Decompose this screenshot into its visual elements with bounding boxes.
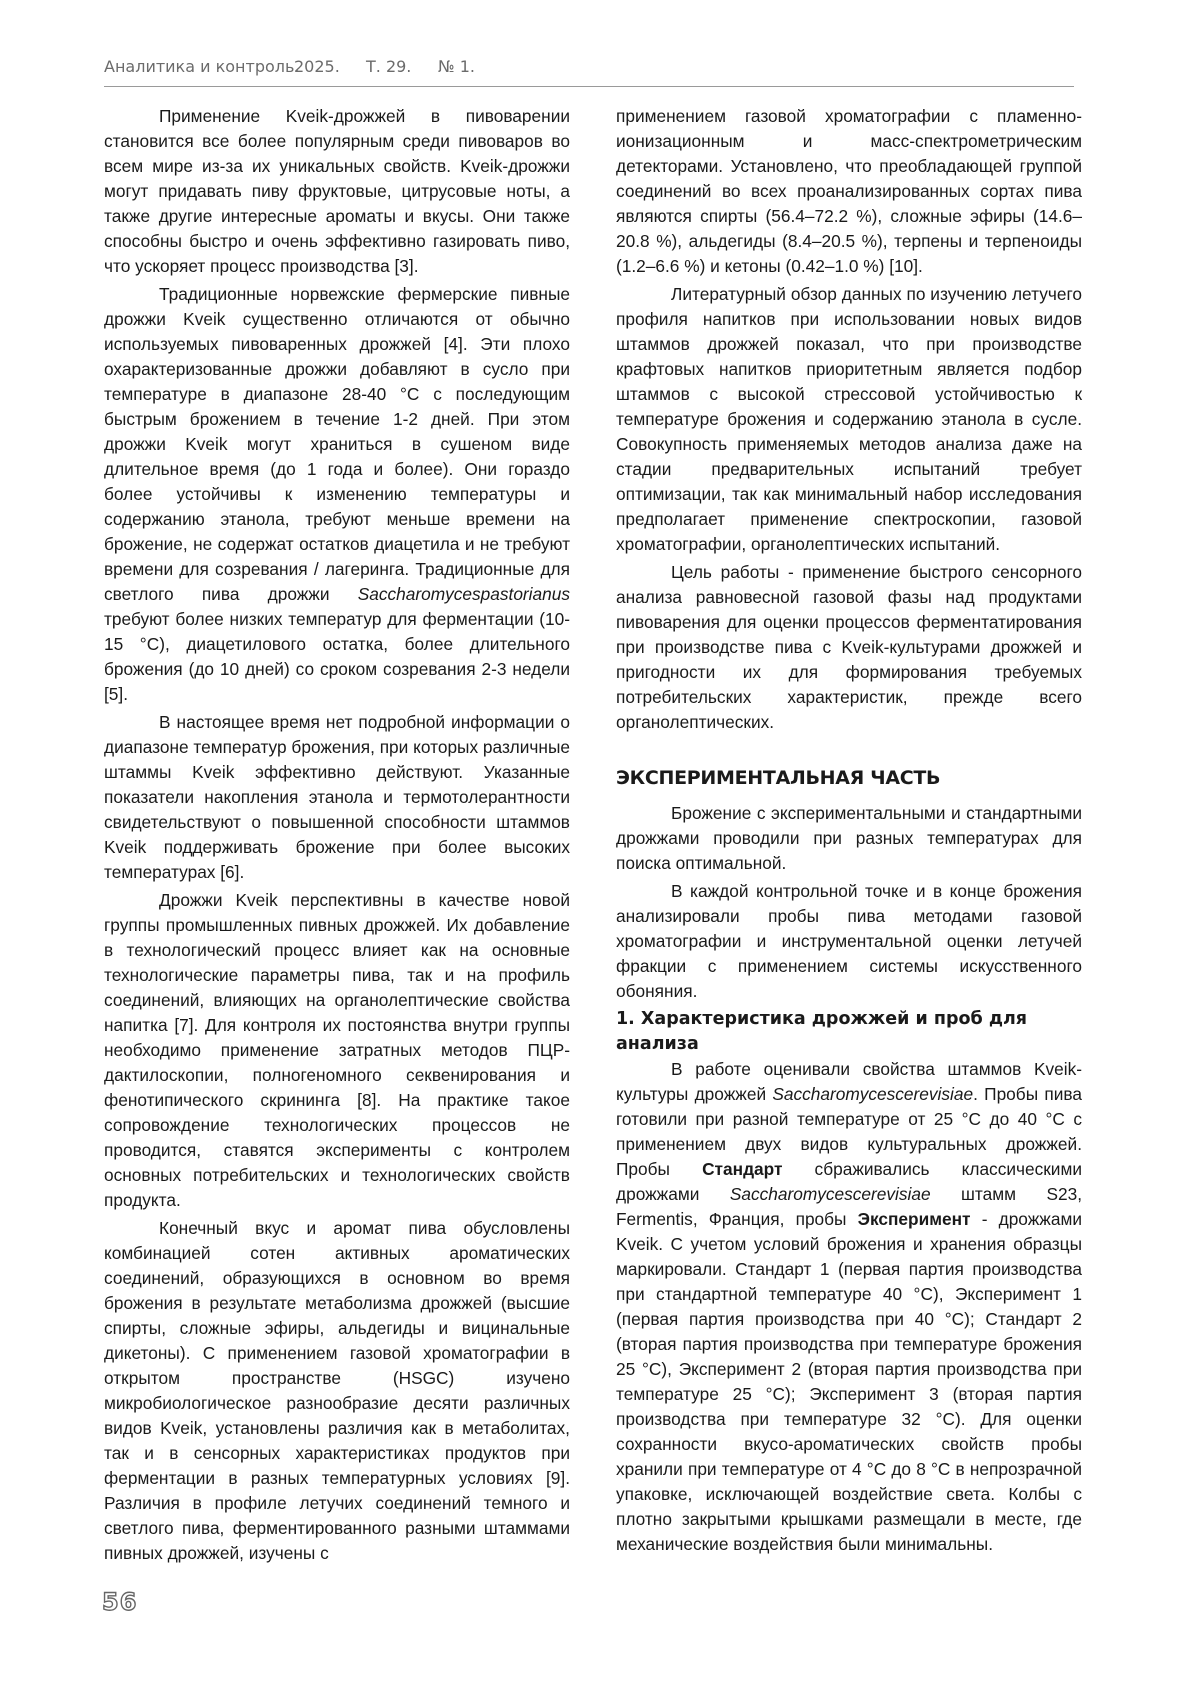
- paragraph: Цель работы - применение быстрого сенсорного анализа равновесной газовой фазы над продуктами пивоварения для оценки процессов ферментатирования при производстве пива с Kveik-культурами дрожжей и пригодности их для формирования требуемых потребительских характеристик, прежде всего органолептических.: [616, 562, 1082, 732]
- running-header: [104, 56, 1074, 87]
- text-run: - дрожжами Kveik. С учетом условий брожения и хранения образцы маркировали. Стандарт 1 (первая партия производства при стандартной температуре 40 °С), Эксперимент 1 (первая партия производства при 40 °С); Стандарт 2 (вторая партия производства при температуре брожения 25 °С), Эксперимент 2 (вторая партия производства при температуре 25 °С); Эксперимент 3 (вторая партия производства при температуре 32 °С). Для оценки сохранности вкусо-ароматических свойств пробы хранили при температуре от 4 °С до 8 °С в непрозрачной упаковке, исключающей воздействие света. Колбы с плотно закрытыми крышками размещали в месте, где механические воздействия были минимальны.: [616, 1209, 1082, 1554]
- paragraph: Брожение с экспериментальными и стандартными дрожжами проводили при разных температурах для поиска оптимальной.: [616, 803, 1082, 873]
- paragraph: В каждой контрольной точке и в конце брожения анализировали пробы пива методами газовой хроматографии и инструментальной оценки летучей фракции с применением системы искусственного обоняния.: [616, 881, 1082, 1001]
- paragraph: [616, 1057, 1082, 1557]
- text-run: В работе оценивали свойства штаммов Kveik-культуры дрожжей: [616, 1059, 1082, 1104]
- paragraph: В настоящее время нет подробной информации о диапазоне температур брожения, при которых различные штаммы Kveik эффективно действуют. Указанные показатели накопления этанола и термотолерантности свидетельствуют о повышенной способности штаммов Kveik поддерживать брожение при более высоких температурах [6].: [104, 712, 570, 882]
- paragraph: Дрожжи Kveik перспективны в качестве новой группы промышленных пивных дрожжей. Их добавление в технологический процесс влияет как на основные технологические параметры пива, так и на профиль соединений, влияющих на органолептические свойства напитка [7]. Для контроля их постоянства внутри группы необходимо применение затратных методов ПЦР-дактилоскопии, полногеномного секвенирования и фенотипического скрининга [8]. На практике такое сопровождение технологических процессов не проводится, ставятся эксперименты с контролем основных потребительских и технологических свойств продукта.: [104, 890, 570, 1210]
- journal-issue: № 1.: [438, 57, 475, 76]
- paragraph: Литературный обзор данных по изучению летучего профиля напитков при использовании новых видов штаммов дрожжей показал, что при производстве крафтовых напитков приоритетным является подбор штаммов с высокой стрессовой устойчивостью к температуре брожения и содержанию этанола в сусле. Совокупность применяемых методов анализа даже на стадии предварительных испытаний требует оптимизации, так как минимальный набор исследования предполагает применение спектроскопии, газовой хроматографии, органолептических испытаний.: [616, 284, 1082, 554]
- species-name: Saccharomycescerevisiae: [729, 1184, 931, 1204]
- text-run: штамм S23, Fermentis, Франция, пробы: [616, 1184, 1082, 1229]
- text-run: Традиционные норвежские фермерские пивные дрожжи Kveik существенно отличаются от обычно используемых пивоваренных дрожжей [4]. Эти плохо охарактеризованные дрожжи добавляют в сусло при температуре в диапазоне 28-40 °С с последующим быстрым брожением в течение 1-2 дней. При этом дрожжи Kveik могут храниться в сушеном виде длительное время (до 1 года и более). Они гораздо более устойчивы к изменению температуры и содержанию этанола, требуют меньше времени на брожение, не содержат остатков диацетила и не требуют времени для созревания / лагеринга. Традиционные для светлого пива дрожжи: [104, 284, 570, 604]
- text-run: требуют более низких температур для ферментации (10-15 °С), диацетилового остатка, более длительного брожения (до 10 дней) со сроком созревания 2-3 недели [5].: [104, 609, 570, 704]
- paragraph: Применение Kveik-дрожжей в пивоварении становится все более популярным среди пивоваров во всем мире из-за их уникальных свойств. Kveik-дрожжи могут придавать пиву фруктовые, цитрусовые ноты, а также другие интересные ароматы и вкусы. Они также способны быстро и очень эффективно газировать пиво, что ускоряет процесс производства [3].: [104, 106, 570, 276]
- paragraph: Конечный вкус и аромат пива обусловлены комбинацией сотен активных ароматических соединений, образующихся в основном во время брожения в результате метаболизма дрожжей (высшие спирты, сложные эфиры, альдегиды и вицинальные дикетоны). С применением газовой хроматографии в открытом пространстве (HSGC) изучено микробиологическое разнообразие десяти различных видов Kveik, установлены различия как в метаболитах, так и в сенсорных характеристиках продуктов при ферментации в разных температурных условиях [9]. Различия в профиле летучих соединений темного и светлого пива, ферментированного разными штаммами пивных дрожжей, изучены с: [104, 1218, 570, 1563]
- left-column: [104, 104, 570, 1569]
- page-number: 56: [102, 1588, 138, 1616]
- text-run: . Пробы пива готовили при разной температуре от 25 °С до 40 °С с применением двух видов культуральных дрожжей. Пробы: [616, 1084, 1082, 1179]
- species-name: Saccharomycespastorianus: [357, 584, 570, 604]
- text-run: сбраживались классическими дрожжами: [616, 1159, 1082, 1204]
- section-heading: ЭКСПЕРИМЕНТАЛЬНАЯ ЧАСТЬ: [616, 767, 941, 789]
- journal-volume: Т. 29.: [366, 57, 412, 76]
- subsection-heading: 1. Характеристика дрожжей и проб для анализа: [616, 1009, 1028, 1054]
- right-column: [616, 104, 1082, 1560]
- species-name: Saccharomycescerevisiae: [772, 1084, 974, 1104]
- journal-year: 2025.: [294, 57, 340, 76]
- paragraph: применением газовой хроматографии с пламенно-ионизационным и масс-спектрометрическим детекторами. Установлено, что преобладающей группой соединений во всех проанализированных сортах пива являются спирты (56.4–72.2 %), сложные эфиры (14.6–20.8 %), альдегиды (8.4–20.5 %), терпены и терпеноиды (1.2–6.6 %) и кетоны (0.42–1.0 %) [10].: [616, 106, 1082, 276]
- sample-label-standard: Стандарт: [702, 1159, 783, 1179]
- paragraph: [104, 282, 570, 707]
- sample-label-experiment: Эксперимент: [857, 1209, 971, 1229]
- journal-title: Аналитика и контроль.: [104, 57, 300, 76]
